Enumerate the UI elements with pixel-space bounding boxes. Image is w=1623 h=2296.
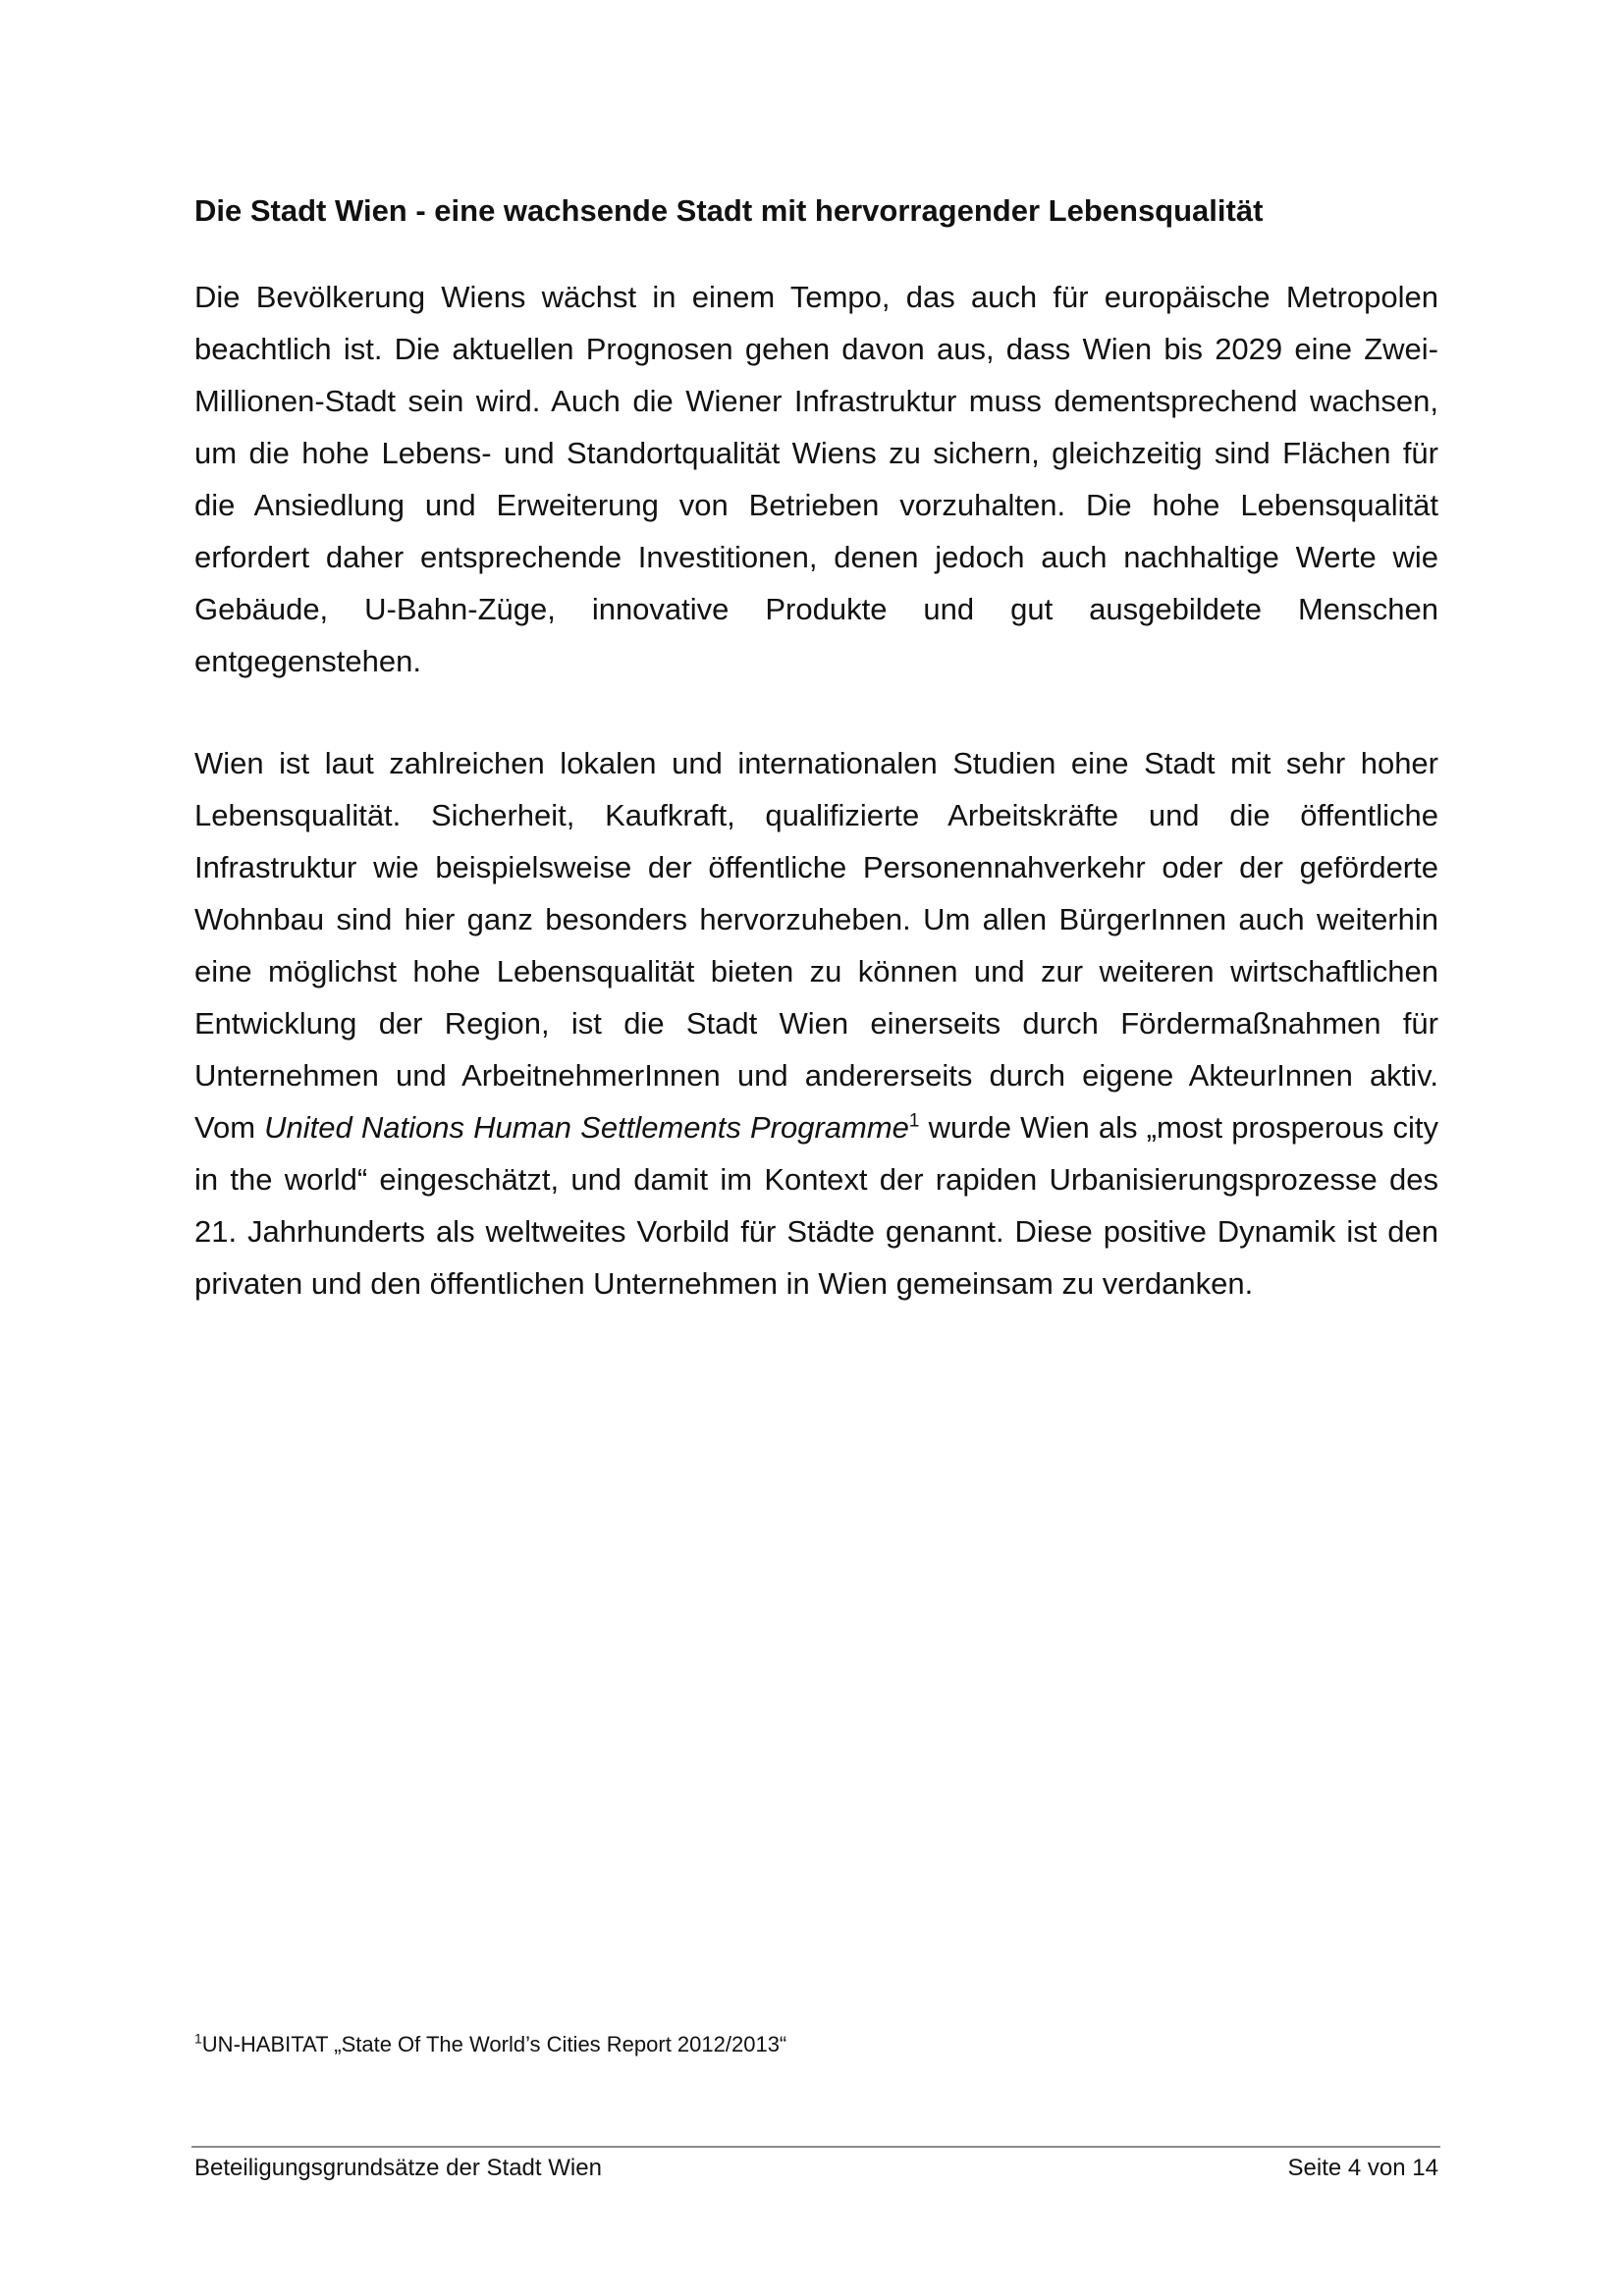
footnote-marker: 1 <box>194 2030 202 2047</box>
footer-divider <box>191 2146 1440 2148</box>
paragraph-quality-of-life <box>194 737 1438 1309</box>
footer-page-number: Seite 4 von 14 <box>1287 2155 1438 2181</box>
footnote <box>194 2030 1438 2059</box>
programme-name-italic: United Nations Human Settlements Programme <box>264 1110 909 1145</box>
footnote-reference[interactable]: 1 <box>908 1110 920 1132</box>
section-heading: Die Stadt Wien - eine wachsende Stadt mit hervorragender Lebensqualität <box>194 193 1264 228</box>
paragraph-text-start: Wien ist laut zahlreichen lokalen und internationalen Studien eine Stadt mit sehr hoher Lebensqualität. Sicherheit, Kaufkraft, qualifizierte Arbeitskräfte und die öffentliche Infrastruktur wie beispielsweise der öffentliche Personennahverkehr oder der geförderte Wohnbau sind hier ganz besonders hervorzuheben. Um allen BürgerInnen auch weiterhin eine möglichst hohe Lebensqualität bieten zu können und zur weiteren wirtschaftlichen Entwicklung der Region, ist die Stadt Wien einerseits durch Fördermaßnahmen für Unternehmen und ArbeitnehmerInnen und andererseits durch eigene AkteurInnen aktiv. Vom <box>194 746 1438 1145</box>
footnote-text: UN-HABITAT „State Of The World’s Cities Report 2012/2013“ <box>201 2032 787 2056</box>
footer-document-title: Beteiligungsgrundsätze der Stadt Wien <box>194 2155 602 2181</box>
paragraph-text-end: wurde Wien als „most prosperous city in the world“ eingeschätzt, und damit im Kontext der rapiden Urbanisierungsprozesse des 21. Jahrhunderts als weltweites Vorbild für Städte genannt. Diese positive Dynamik ist den privaten und den öffentlichen Unternehmen in Wien gemeinsam zu verdanken. <box>194 1110 1438 1301</box>
paragraph-population-growth: Die Bevölkerung Wiens wächst in einem Tempo, das auch für europäische Metropolen beachtlich ist. Die aktuellen Prognosen gehen davon aus, dass Wien bis 2029 eine Zwei-Millionen-Stadt sein wird. Auch die Wiener Infrastruktur muss dementsprechend wachsen, um die hohe Lebens- und Standortqualität Wiens zu sichern, gleichzeitig sind Flächen für die Ansiedlung und Erweiterung von Betrieben vorzuhalten. Die hohe Lebensqualität erfordert daher entsprechende Investitionen, denen jedoch auch nachhaltige Werte wie Gebäude, U-Bahn-Züge, innovative Produkte und gut ausgebildete Menschen entgegenstehen. <box>194 280 1438 678</box>
